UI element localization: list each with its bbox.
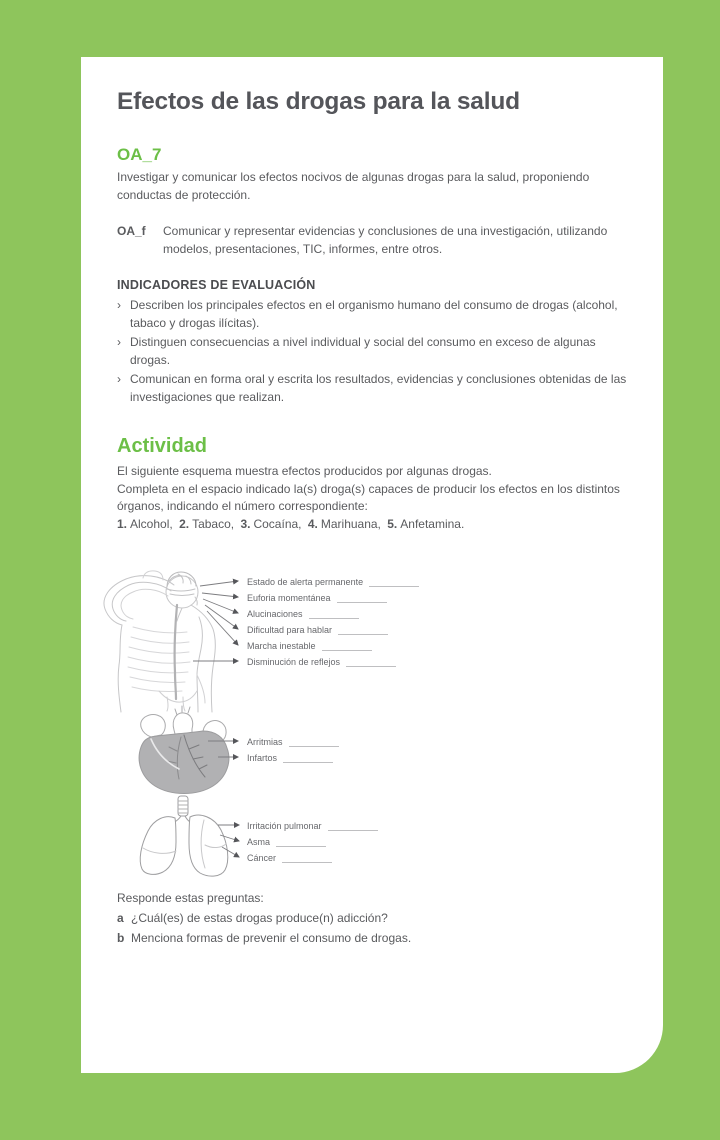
drug-name: Anfetamina. <box>400 516 465 531</box>
answer-blank <box>346 657 396 667</box>
oa7-body: Investigar y comunicar los efectos nocivos de algunas drogas para la salud, proponiendo conductas de protección. <box>117 170 590 202</box>
actividad-text <box>117 463 641 533</box>
effect-label <box>247 836 326 848</box>
drug-item <box>117 517 173 531</box>
effect-label-text: Arritmias <box>247 737 283 747</box>
worksheet-page <box>81 57 663 1073</box>
effect-label <box>247 640 372 652</box>
answer-blank <box>322 641 372 651</box>
answer-blank <box>328 821 378 831</box>
questions-block <box>117 888 411 948</box>
effect-label-text: Disminución de reflejos <box>247 657 341 667</box>
drug-name: Tabaco, <box>192 516 235 531</box>
effect-label-text: Dificultad para hablar <box>247 625 333 635</box>
list-item-text: Comunican en forma oral y escrita los resultados, evidencias y conclusiones obtenidas de las investigaciones que realizan. <box>130 372 627 404</box>
drug-number: 3. <box>240 516 251 531</box>
question-letter: b <box>117 931 125 945</box>
effect-label <box>247 852 332 864</box>
effect-label-text: Irritación pulmonar <box>247 821 322 831</box>
effect-label-text: Euforia momentánea <box>247 593 331 603</box>
answer-blank <box>337 593 387 603</box>
drug-number: 1. <box>117 516 128 531</box>
effect-label-text: Marcha inestable <box>247 641 316 651</box>
drug-name: Marihuana, <box>320 516 381 531</box>
drug-number: 2. <box>179 516 190 531</box>
effect-label <box>247 576 419 588</box>
question-item <box>117 908 411 928</box>
oaf-label: OA_f <box>117 224 146 238</box>
bullet-icon: › <box>117 335 121 349</box>
bullet-icon: › <box>117 372 121 386</box>
effect-label <box>247 624 388 636</box>
effect-label <box>247 656 396 668</box>
drug-number: 4. <box>307 516 318 531</box>
organs-diagram <box>117 565 663 900</box>
answer-blank <box>276 837 326 847</box>
question-text: Menciona formas de prevenir el consumo de drogas. <box>131 931 412 945</box>
indicadores-heading: INDICADORES DE EVALUACIÓN <box>117 278 316 292</box>
question-letter: a <box>117 911 124 925</box>
drug-name: Alcohol, <box>130 516 173 531</box>
heart-illustration <box>139 706 229 794</box>
actividad-heading: Actividad <box>117 435 208 457</box>
lungs-illustration <box>140 796 228 876</box>
list-item <box>117 296 631 332</box>
body-nervous-system-illustration <box>104 571 215 712</box>
oaf-block <box>117 222 625 258</box>
answer-blank <box>309 609 359 619</box>
actividad-intro-1: El siguiente esquema muestra efectos producidos por algunas drogas. <box>117 464 492 478</box>
answer-blank <box>283 753 333 763</box>
effect-label <box>247 608 359 620</box>
actividad-intro-2: Completa en el espacio indicado la(s) droga(s) capaces de producir los efectos en los distintos órganos, indicando el número correspondiente: <box>117 481 620 513</box>
drug-number: 5. <box>387 516 398 531</box>
indicadores-list <box>117 296 631 407</box>
list-item-text: Describen los principales efectos en el organismo humano del consumo de drogas (alcohol, tabaco y drogas ilícitas). <box>130 298 618 330</box>
list-item-text: Distinguen consecuencias a nivel individual y social del consumo en exceso de algunas drogas. <box>130 335 596 367</box>
drug-item <box>387 517 464 531</box>
drug-name: Cocaína, <box>253 516 302 531</box>
effect-label-text: Infartos <box>247 753 278 763</box>
oaf-body: Comunicar y representar evidencias y conclusiones de una investigación, utilizando modelos, presentaciones, TIC, informes, entre otros. <box>163 224 608 256</box>
effect-label <box>247 736 339 748</box>
drug-item <box>240 517 301 531</box>
effect-label-text: Alucinaciones <box>247 609 303 619</box>
list-item <box>117 370 631 406</box>
effect-label-text: Cáncer <box>247 853 277 863</box>
effect-label <box>247 752 333 764</box>
page-title: Efectos de las drogas para la salud <box>117 88 520 115</box>
drug-item <box>308 517 381 531</box>
effect-label <box>247 820 378 832</box>
question-item <box>117 928 411 948</box>
organs-illustration <box>81 565 663 900</box>
oa7-heading: OA_7 <box>117 145 162 164</box>
drug-item <box>179 517 234 531</box>
answer-blank <box>369 577 419 587</box>
questions-intro: Responde estas preguntas: <box>117 891 264 905</box>
effect-label-text: Asma <box>247 837 271 847</box>
question-text: ¿Cuál(es) de estas drogas produce(n) adicción? <box>131 911 388 925</box>
effect-label <box>247 592 387 604</box>
list-item <box>117 333 631 369</box>
bullet-icon: › <box>117 298 121 312</box>
answer-blank <box>282 853 332 863</box>
effect-label-text: Estado de alerta permanente <box>247 577 364 587</box>
answer-blank <box>289 737 339 747</box>
drug-list <box>117 516 641 534</box>
answer-blank <box>338 625 388 635</box>
